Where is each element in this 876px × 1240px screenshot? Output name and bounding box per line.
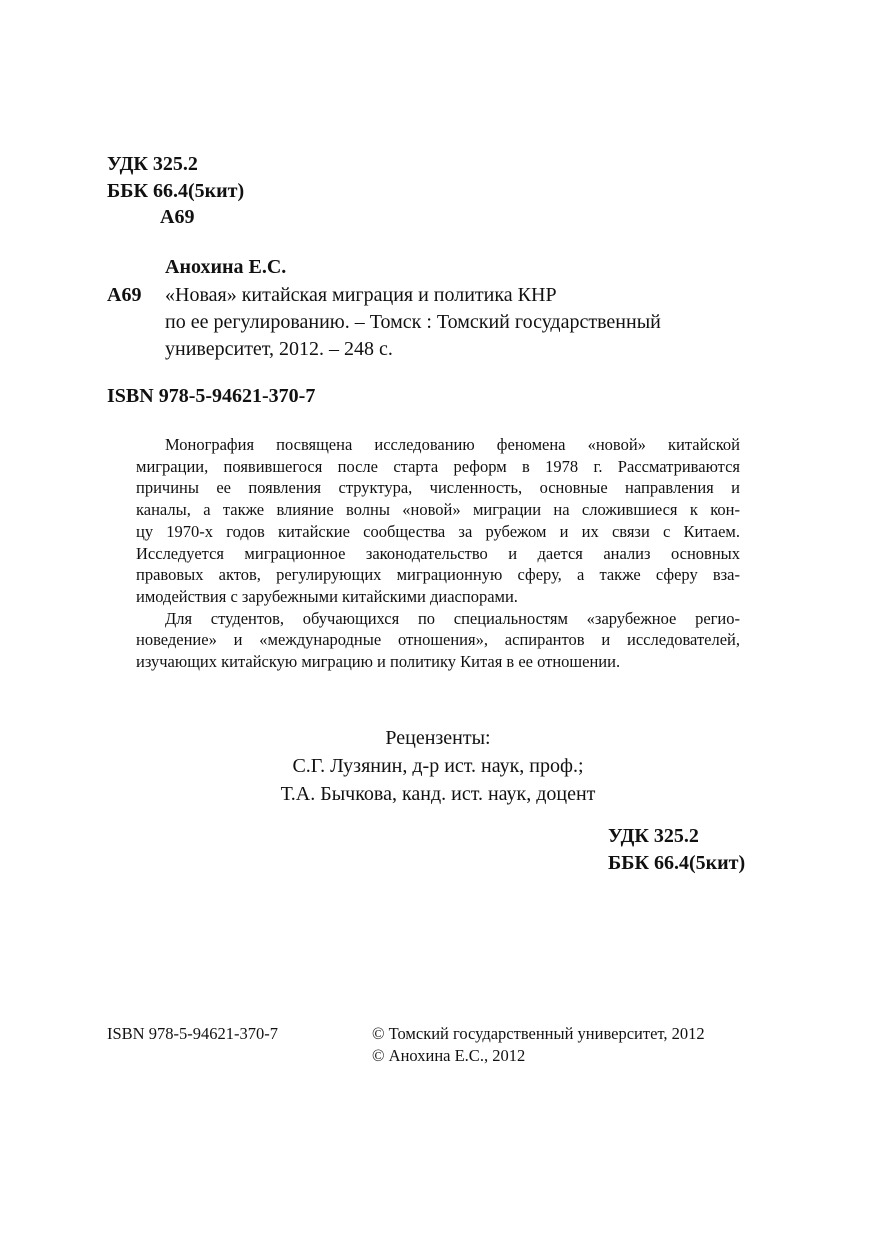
bbk-code-bottom: ББК 66.4(5кит): [608, 852, 746, 874]
footer-isbn: ISBN 978-5-94621-370-7: [107, 1024, 278, 1043]
copyright-author: © Анохина Е.С., 2012: [372, 1046, 526, 1065]
annotation-line: цу 1970-х годов китайские сообщества за рубежом и их связи с Китаем.: [136, 521, 740, 541]
author-name: Анохина Е.С.: [165, 256, 287, 278]
annotation-line: новедение» и «международные отношения», аспирантов и исследователей,: [136, 630, 740, 650]
annotation-line: правовых актов, регулирующих миграционную сферу, а также сферу вза-: [136, 565, 740, 585]
annotation-line: имодействия с зарубежными китайскими диаспорами.: [136, 586, 518, 606]
author-mark-top: А69: [160, 206, 195, 228]
reviewers-block: [0, 724, 876, 808]
annotation-line: Для студентов, обучающихся по специальностям «зарубежное регио-: [165, 608, 740, 628]
annotation-line: каналы, а также влияние волны «новой» миграции на сложившиеся к кон-: [136, 500, 740, 520]
annotation-line: изучающих китайскую миграцию и политику Китая в ее отношении.: [136, 652, 621, 672]
udk-code-top: УДК 325.2: [107, 153, 198, 175]
author-mark: А69: [107, 284, 142, 306]
annotation-line: причины ее появления структура, численность, основные направления и: [136, 478, 740, 498]
reviewer-2: Т.А. Бычкова, канд. ист. наук, доцент: [280, 783, 596, 805]
annotation: [136, 434, 740, 673]
annotation-line: Исследуется миграционное законодательство и дается анализ основных: [136, 543, 740, 563]
title-line-1: «Новая» китайская миграция и политика КНР: [165, 284, 557, 306]
isbn-bold: ISBN 978-5-94621-370-7: [107, 385, 316, 407]
copyright-university: © Томский государственный университет, 2012: [372, 1024, 705, 1043]
reviewer-1: С.Г. Лузянин, д-р ист. наук, проф.;: [292, 755, 584, 777]
annotation-line: миграции, появившегося после старта реформ в 1978 г. Рассматриваются: [136, 456, 740, 476]
title-line-2: по ее регулированию. – Томск : Томский государственный: [165, 311, 661, 333]
annotation-line: Монография посвящена исследованию феномена «новой» китайской: [165, 435, 740, 454]
title-line-3: университет, 2012. – 248 с.: [165, 338, 393, 360]
bbk-code-top: ББК 66.4(5кит): [107, 180, 245, 202]
reviewers-heading: Рецензенты:: [385, 727, 491, 749]
udk-code-bottom: УДК 325.2: [608, 825, 699, 847]
